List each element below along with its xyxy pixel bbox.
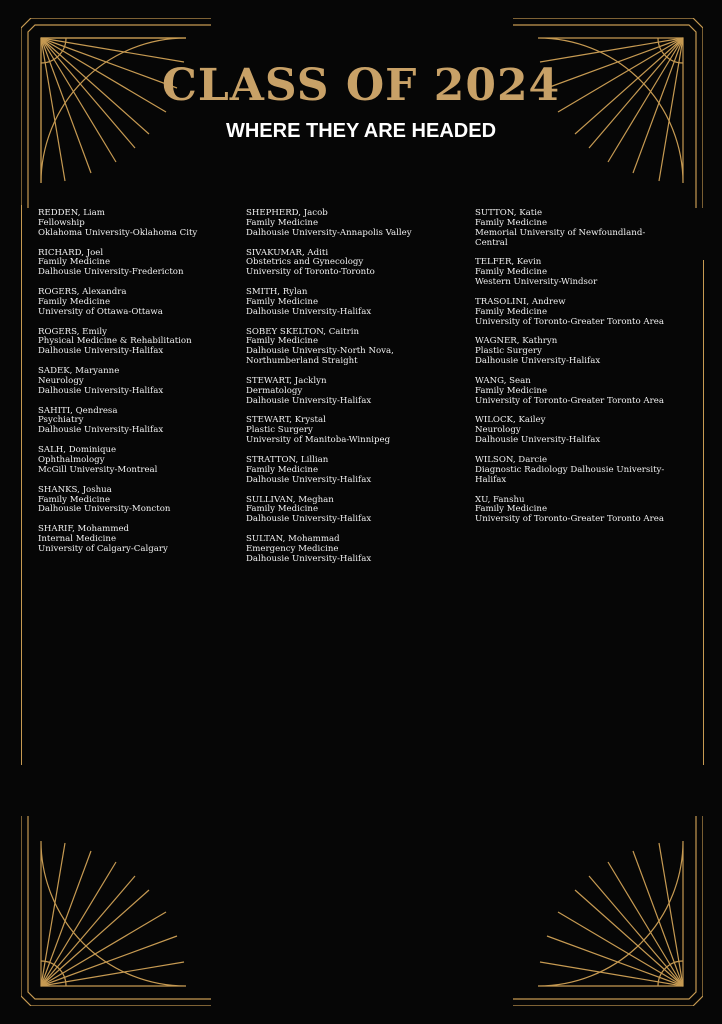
page-subtitle: WHERE THEY ARE HEADED xyxy=(225,120,497,142)
graduate-name: SULLIVAN, Meghan xyxy=(246,494,334,505)
graduate-name: SALH, Dominique xyxy=(38,445,117,456)
graduate-name: REDDEN, Liam xyxy=(38,208,105,218)
graduate-location: Dalhousie University-Halifax xyxy=(246,474,372,485)
graduate-entry xyxy=(475,258,690,288)
graduate-name: ROGERS, Emily xyxy=(38,326,107,337)
graduate-specialty: Family Medicine xyxy=(475,306,548,317)
graduate-specialty: Psychiatry xyxy=(38,415,84,426)
graduate-location: Oklahoma University-Oklahoma City xyxy=(38,227,198,238)
graduate-name: WAGNER, Kathryn xyxy=(475,336,558,347)
graduate-specialty: Family Medicine xyxy=(246,217,319,228)
graduate-name: STEWART, Jacklyn xyxy=(246,375,327,386)
graduate-specialty: Family Medicine xyxy=(246,336,319,347)
page-title: CLASS OF 2024 xyxy=(161,60,561,111)
graduate-entry xyxy=(38,328,238,358)
graduate-location: Dalhousie University-Halifax xyxy=(246,553,372,564)
graduate-location: Dalhousie University-Annapolis Valley xyxy=(246,227,412,238)
graduate-name: SHARIF, Mohammed xyxy=(38,524,130,535)
graduate-name: RICHARD, Joel xyxy=(38,247,104,258)
graduate-specialty: Family Medicine xyxy=(38,257,111,268)
graduate-specialty: Family Medicine xyxy=(246,504,319,515)
graduate-name: SHEPHERD, Jacob xyxy=(246,208,328,218)
graduate-specialty: Family Medicine xyxy=(246,296,319,307)
graduate-entry xyxy=(38,525,238,555)
graduate-location: University of Toronto-Greater Toronto Area xyxy=(475,316,664,327)
graduate-name: SMITH, Rylan xyxy=(246,287,308,298)
graduate-location: Memorial University of Newfoundland- Central xyxy=(475,227,646,248)
graduate-location: Dalhousie University-Halifax xyxy=(475,435,601,446)
graduate-name: TRASOLINI, Andrew xyxy=(475,296,566,307)
graduate-specialty: Family Medicine xyxy=(475,217,548,228)
graduate-name: STEWART, Krystal xyxy=(246,415,326,426)
graduate-location: University of Toronto-Toronto xyxy=(246,267,375,278)
graduate-specialty: Obstetrics and Gynecology xyxy=(246,257,364,268)
graduate-column-1 xyxy=(38,209,238,565)
graduate-specialty: Plastic Surgery xyxy=(246,425,313,436)
graduate-location: Dalhousie University-Halifax xyxy=(38,385,164,396)
graduate-location: Dalhousie University-Moncton xyxy=(38,504,171,515)
graduate-name: SOBEY SKELTON, Caitrin xyxy=(246,326,360,337)
graduate-entry xyxy=(246,288,461,318)
graduate-entry xyxy=(475,377,690,407)
graduate-specialty: Neurology xyxy=(38,375,84,386)
bottom-right-ornament-icon xyxy=(503,806,703,1006)
graduate-location: Dalhousie University-Halifax xyxy=(246,514,372,525)
graduate-entry xyxy=(475,456,690,486)
graduate-location: Dalhousie University-Fredericton xyxy=(38,267,184,278)
graduate-location: McGill University-Montreal xyxy=(38,464,158,475)
graduate-name: WILSON, Darcie xyxy=(475,455,548,465)
graduate-location: University of Manitoba-Winnipeg xyxy=(246,435,391,446)
graduate-specialty: Family Medicine xyxy=(475,385,548,396)
graduate-specialty: Ophthalmology xyxy=(38,455,105,465)
graduate-name: SIVAKUMAR, Aditi xyxy=(246,247,329,258)
right-border-line xyxy=(703,260,704,765)
graduate-location: Dalhousie University-Halifax xyxy=(38,425,164,436)
graduate-location: Dalhousie University-North Nova, Northumberland Straight xyxy=(246,346,394,367)
graduate-specialty: Family Medicine xyxy=(475,267,548,278)
graduate-specialty: Fellowship xyxy=(38,217,85,228)
graduate-column-2 xyxy=(246,209,461,575)
graduate-column-3 xyxy=(475,209,690,535)
graduate-location: University of Toronto-Greater Toronto Area xyxy=(475,514,664,525)
graduate-location: Western University-Windsor xyxy=(475,277,598,288)
graduate-specialty: Dermatology xyxy=(246,385,303,396)
graduate-name: STRATTON, Lillian xyxy=(246,455,329,465)
graduate-name: WILOCK, Kailey xyxy=(475,415,546,426)
top-right-ornament-icon xyxy=(503,18,703,218)
graduate-entry xyxy=(246,535,461,565)
graduate-name: SHANKS, Joshua xyxy=(38,484,112,495)
graduate-entry xyxy=(38,367,238,397)
graduate-specialty: Family Medicine xyxy=(246,464,319,475)
graduate-specialty: Diagnostic Radiology Dalhousie University- Halifax xyxy=(475,464,665,485)
graduate-location: Dalhousie University-Halifax xyxy=(475,356,601,367)
graduate-entry xyxy=(475,337,690,367)
graduate-specialty: Family Medicine xyxy=(475,504,548,515)
graduate-name: SUTTON, Katie xyxy=(475,208,543,218)
graduate-name: ROGERS, Alexandra xyxy=(38,287,127,298)
graduate-entry xyxy=(246,209,461,239)
graduate-entry xyxy=(38,249,238,279)
graduate-entry xyxy=(475,209,690,249)
graduate-entry xyxy=(38,407,238,437)
graduate-location: University of Toronto-Greater Toronto Area xyxy=(475,395,664,406)
graduate-specialty: Family Medicine xyxy=(38,494,111,505)
graduate-specialty: Physical Medicine & Rehabilitation xyxy=(38,336,192,347)
graduate-specialty: Family Medicine xyxy=(38,296,111,307)
graduate-location: Dalhousie University-Halifax xyxy=(246,395,372,406)
graduate-name: SULTAN, Mohammad xyxy=(246,534,340,545)
graduate-location: Dalhousie University-Halifax xyxy=(246,306,372,317)
left-border-line xyxy=(21,205,22,765)
graduate-location: University of Calgary-Calgary xyxy=(38,543,168,554)
graduate-name: SAHITI, Qendresa xyxy=(38,405,118,416)
graduate-entry xyxy=(246,377,461,407)
graduate-specialty: Neurology xyxy=(475,425,521,436)
graduate-location: Dalhousie University-Halifax xyxy=(38,346,164,357)
graduate-name: XU, Fanshu xyxy=(475,494,525,505)
graduate-entry xyxy=(246,496,461,526)
graduate-entry xyxy=(246,416,461,446)
graduate-entry xyxy=(38,288,238,318)
graduate-name: WANG, Sean xyxy=(475,375,531,386)
bottom-left-ornament-icon xyxy=(21,806,221,1006)
graduate-name: TELFER, Kevin xyxy=(475,257,542,268)
graduate-entry xyxy=(38,446,238,476)
graduate-entry xyxy=(246,456,461,486)
graduate-entry xyxy=(38,209,238,239)
graduate-entry xyxy=(475,298,690,328)
graduate-specialty: Plastic Surgery xyxy=(475,346,542,357)
graduate-entry xyxy=(475,496,690,526)
top-left-ornament-icon xyxy=(21,18,221,218)
graduate-name: SADEK, Maryanne xyxy=(38,366,120,377)
graduate-specialty: Emergency Medicine xyxy=(246,543,339,554)
graduate-entry xyxy=(246,249,461,279)
graduate-location: University of Ottawa-Ottawa xyxy=(38,306,163,317)
graduate-entry xyxy=(38,486,238,516)
graduate-entry xyxy=(475,416,690,446)
graduate-specialty: Internal Medicine xyxy=(38,534,117,545)
graduate-entry xyxy=(246,328,461,368)
